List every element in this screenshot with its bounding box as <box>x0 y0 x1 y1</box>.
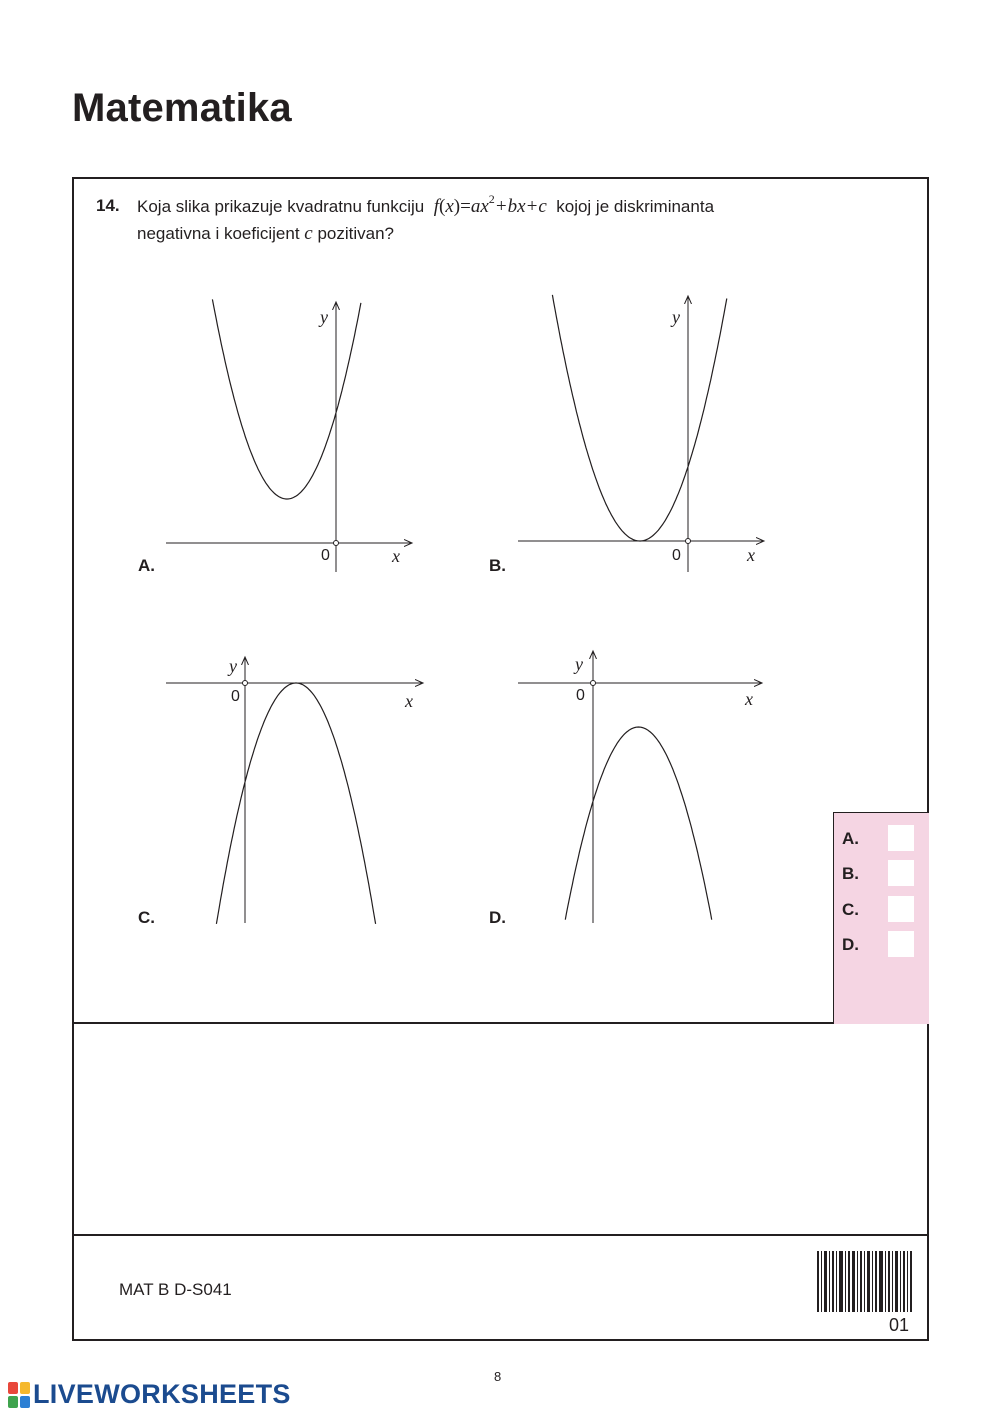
page-number: 8 <box>494 1369 502 1384</box>
answer-row-b <box>842 860 922 886</box>
answer-row-c <box>842 896 922 922</box>
question-text-before: Koja slika prikazuje kvadratnu funkciju <box>137 197 425 216</box>
brand[interactable] <box>8 1379 291 1410</box>
graph-d-origin <box>591 681 596 686</box>
page-title: Matematika <box>72 86 292 130</box>
graph-a-x-label: x <box>392 546 400 566</box>
answer-label-c: C. <box>842 900 859 919</box>
graph-c-origin <box>243 681 248 686</box>
graph-b-x-label: x <box>747 545 755 565</box>
graph-d <box>518 651 762 923</box>
graph-d-y-label: y <box>575 654 583 674</box>
graph-b-parabola <box>552 295 726 541</box>
question-number: 14. <box>96 196 120 215</box>
answer-box-a[interactable] <box>888 825 914 851</box>
graph-d-origin-label: 0 <box>576 687 585 704</box>
question-formula: $f(x)=ax^2+bx+c$ <box>433 192 547 217</box>
barcode-icon <box>817 1251 912 1312</box>
graph-a-origin-label: 0 <box>321 547 330 564</box>
barcode-number: 01 <box>889 1315 910 1335</box>
graph-b <box>518 295 764 572</box>
question-text-after: kojoj je diskriminanta <box>556 197 715 216</box>
graph-a-origin <box>334 541 339 546</box>
graph-a <box>166 299 412 572</box>
graph-b-letter: B. <box>489 556 506 575</box>
answer-label-b: B. <box>842 864 859 883</box>
answer-label-d: D. <box>842 935 859 954</box>
answer-box-d[interactable] <box>888 931 914 957</box>
graph-c-y-label: y <box>229 656 237 676</box>
graph-c-x-label: x <box>405 691 413 711</box>
answer-row-a <box>842 825 922 851</box>
brand-name: LIVEWORKSHEETS <box>33 1379 291 1409</box>
graph-a-parabola <box>212 299 361 499</box>
graph-a-y-label: y <box>320 307 328 327</box>
graph-d-letter: D. <box>489 908 506 927</box>
graph-c-letter: C. <box>138 908 155 927</box>
question-line-2: negativna i koeficijent c pozitivan? <box>137 223 395 244</box>
graph-b-origin <box>686 539 691 544</box>
graph-b-origin-label: 0 <box>672 547 681 564</box>
answer-label-a: A. <box>842 829 859 848</box>
graph-a-letter: A. <box>138 556 155 575</box>
graph-c <box>166 656 423 924</box>
graph-c-parabola <box>216 683 375 924</box>
graph-c-origin-label: 0 <box>231 688 240 705</box>
graph-d-parabola <box>565 727 711 920</box>
answer-row-d <box>842 931 922 957</box>
liveworksheets-logo-icon <box>8 1382 30 1408</box>
answer-panel <box>833 812 929 1024</box>
graph-d-x-label: x <box>745 689 753 709</box>
answer-box-c[interactable] <box>888 896 914 922</box>
answer-box-b[interactable] <box>888 860 914 886</box>
graph-b-y-label: y <box>672 307 680 327</box>
exam-code: MAT B D-S041 <box>119 1280 232 1299</box>
